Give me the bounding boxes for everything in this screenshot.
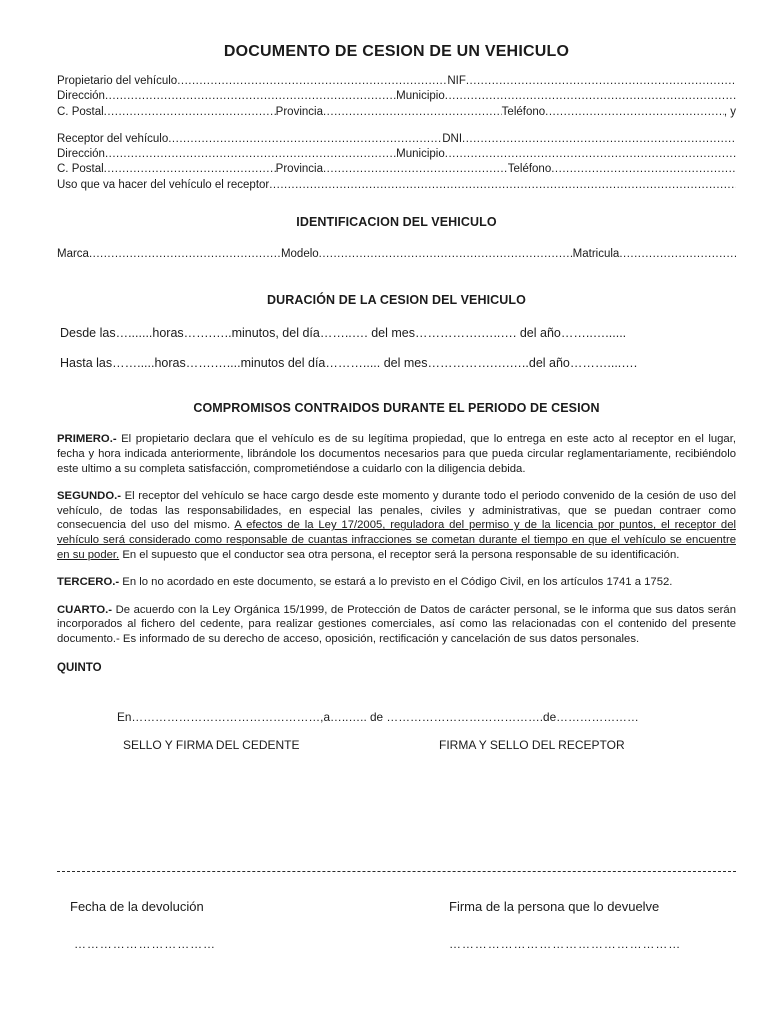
return-fields-row [57, 936, 736, 952]
receiver-dni-label: DNI [442, 132, 463, 145]
owner-address-field[interactable] [105, 89, 396, 104]
receiver-address-field[interactable] [105, 147, 396, 162]
return-signature-label: Firma de la persona que lo devuelve [449, 899, 660, 914]
clause-segundo-text-underlined: A efectos de la Ley 17/2005, reguladora del permiso y de la licencia por puntos, el receptor del vehículo será considerado como responsable de cuantas infracciones se cometan durante el tiempo en que el vehículo se encuentre en su poder. [57, 519, 736, 561]
receiver-province-label: Provincia [275, 163, 323, 176]
document-content [57, 0, 736, 952]
owner-province-field[interactable] [323, 105, 502, 120]
vehicle-plate-label: Matricula [572, 248, 620, 261]
vehicle-plate-field[interactable] [619, 247, 736, 262]
clause-segundo-label: SEGUNDO.- [57, 490, 122, 503]
receiver-postal-row [57, 162, 736, 177]
clause-cuarto [57, 603, 736, 647]
vehicle-identification-heading: IDENTIFICACION DEL VEHICULO [296, 215, 497, 230]
commitments-heading: COMPROMISOS CONTRAIDOS DURANTE EL PERIODO DE CESION [193, 401, 600, 416]
owner-nif-label: NIF [447, 75, 466, 87]
clause-cuarto-text: De acuerdo con la Ley Orgánica 15/1999, de Protección de Datos de carácter personal, se le informa que sus datos serán incorporados al fichero del cedente, para realizar gestiones comerciales, así como las relacionadas con el contenido del presente documento.- Es informado de su derecho de acceso, oposición, rectificación y cancelación de sus datos personales. [57, 603, 736, 645]
clause-quinto-row [57, 661, 736, 677]
vehicle-identification-row [57, 247, 736, 262]
owner-phone-field[interactable] [545, 105, 724, 120]
receiver-name-row [57, 132, 736, 147]
owner-information-block [57, 74, 736, 120]
owner-name-field[interactable] [177, 74, 447, 89]
clause-primero-label: PRIMERO.- [57, 433, 117, 446]
signature-labels-row [57, 737, 736, 753]
clause-cuarto-label: CUARTO.- [57, 603, 113, 616]
owner-name-row [57, 74, 736, 89]
receiver-address-row [57, 147, 736, 162]
receiver-municipality-label: Municipio [396, 148, 445, 161]
receiver-postal-label: C. Postal [57, 163, 104, 176]
vehicle-use-field[interactable] [269, 178, 736, 193]
owner-row-tail: , y [723, 105, 736, 118]
return-date-label: Fecha de la devolución [70, 899, 204, 914]
owner-postal-label: C. Postal [57, 105, 104, 118]
duration-heading: DURACIÓN DE LA CESION DEL VEHICULO [267, 293, 526, 308]
owner-municipality-field[interactable] [445, 89, 736, 104]
receiver-dni-field[interactable] [462, 132, 736, 147]
return-signature-field[interactable]: ……………………………………………… [449, 937, 682, 951]
return-date-field[interactable]: …………………………… [74, 937, 216, 951]
vehicle-brand-field[interactable] [89, 247, 281, 262]
clause-primero [57, 432, 736, 476]
clause-tercero [57, 575, 736, 590]
owner-address-row [57, 89, 736, 104]
owner-province-label: Provincia [275, 105, 323, 118]
vehicle-use-label: Uso que va hacer del vehículo el receptor [57, 178, 270, 191]
owner-nif-field[interactable] [466, 74, 736, 89]
receiver-phone-label: Teléfono [507, 163, 552, 176]
duration-from-row[interactable]: Desde las….......horas…….…..minutos, del día……..…. del mes…………….…..…. del año……..…...... [60, 326, 627, 341]
receiver-address-label: Dirección [57, 148, 105, 161]
clause-primero-text: El propietario declara que el vehículo es de su legítima propiedad, que lo entrega en este acto al receptor en el lugar, fecha y hora indicada anteriormente, librándole los documentos necesarios para que pueda circular reglamentariamente, recibiéndolo este ultimo a su completa satisfacción, comprometiéndose a cuidarlo con la diligencia debida. [57, 433, 736, 475]
clause-tercero-label: TERCERO.- [57, 576, 120, 589]
receptor-signature-label: FIRMA Y SELLO DEL RECEPTOR [439, 738, 625, 752]
owner-postal-row [57, 105, 736, 120]
owner-name-label: Propietario del vehículo [57, 75, 178, 87]
duration-to-row[interactable]: Hasta las…….....horas…….…....minutos del día………..... del mes…………….….…..del año………....…. [60, 356, 638, 371]
receiver-postal-field[interactable] [104, 162, 276, 177]
cedente-signature-label: SELLO Y FIRMA DEL CEDENTE [123, 738, 300, 752]
receiver-name-label: Receptor del vehículo [57, 132, 169, 145]
clause-segundo-text-part1: El receptor del vehículo se hace cargo desde este momento y durante todo el periodo convenido de la cesión de uso del vehículo, de todas las responsabilidades, en especial las penales, civiles y administrativas, que se puedan contraer como consecuencia del uso del mismo. [57, 490, 736, 532]
owner-phone-label: Teléfono [501, 105, 546, 118]
vehicle-model-label: Modelo [280, 248, 319, 261]
place-date-line[interactable]: En…………………………………………,a…..….. de ………………………………….de………………… [117, 710, 639, 724]
receiver-phone-field[interactable] [551, 162, 736, 177]
clause-quinto-label: QUINTO [57, 661, 102, 674]
receiver-province-field[interactable] [323, 162, 508, 177]
page-title: DOCUMENTO DE CESION DE UN VEHICULO [223, 43, 570, 60]
receiver-information-block [57, 132, 736, 193]
clause-tercero-text: En lo no acordado en este documento, se estará a lo previsto en el Código Civil, en los artículos 1741 a 1752. [119, 576, 673, 589]
vehicle-use-row [57, 178, 736, 193]
vehicle-brand-label: Marca [57, 248, 89, 261]
return-labels-row [57, 898, 736, 916]
owner-municipality-label: Municipio [396, 90, 445, 103]
owner-address-label: Dirección [57, 90, 105, 103]
clause-segundo [57, 489, 736, 562]
receiver-name-field[interactable] [168, 132, 442, 147]
receiver-municipality-field[interactable] [445, 147, 736, 162]
vehicle-model-field[interactable] [319, 247, 573, 262]
clause-segundo-text-part2: En el supuesto que el conductor sea otra persona, el receptor será la persona responsable de su identificación. [119, 548, 680, 561]
owner-postal-field[interactable] [104, 105, 276, 120]
